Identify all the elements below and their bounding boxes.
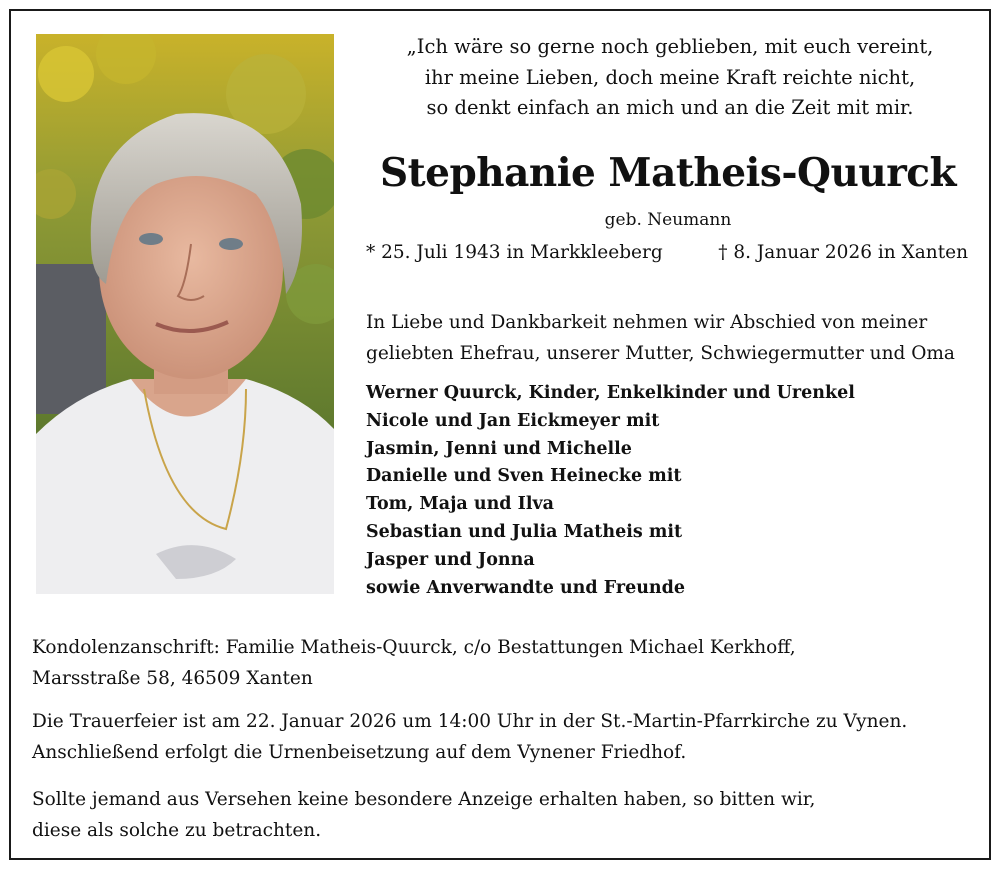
ceremony-line: Anschließend erfolgt die Urnenbeisetzung auf dem Vynener Friedhof. — [32, 742, 687, 763]
quote-line: so denkt einfach an mich und an die Zeit mit mir. — [426, 96, 914, 119]
condolence-address — [32, 632, 796, 694]
condolence-line: Marsstraße 58, 46509 Xanten — [32, 668, 313, 689]
farewell-intro — [366, 307, 955, 369]
mourner-line: Danielle und Sven Heinecke mit — [366, 466, 682, 487]
death-date: † 8. Januar 2026 in Xanten — [718, 242, 968, 263]
condolence-line: Kondolenzanschrift: Familie Matheis-Quurck, c/o Bestattungen Michael Kerkhoff, — [32, 637, 796, 658]
deceased-name: Stephanie Matheis-Quurck — [379, 150, 957, 196]
mourners-list — [366, 380, 855, 602]
maiden-name: geb. Neumann — [604, 210, 732, 230]
mourner-line: sowie Anverwandte und Freunde — [366, 577, 686, 598]
memorial-quote — [360, 32, 980, 124]
ceremony-line: Die Trauerfeier ist am 22. Januar 2026 um 14:00 Uhr in der St.-Martin-Pfarrkirche zu Vynen. — [32, 711, 908, 732]
mourner-line: Jasmin, Jenni und Michelle — [366, 438, 632, 459]
mourner-line: Jasper und Jonna — [366, 549, 535, 570]
mourner-line: Nicole und Jan Eickmeyer mit — [366, 410, 660, 431]
mourner-line: Tom, Maja und Ilva — [366, 494, 554, 515]
birth-date: * 25. Juli 1943 in Markkleeberg — [366, 242, 663, 263]
quote-line: ihr meine Lieben, doch meine Kraft reichte nicht, — [424, 65, 916, 89]
portrait-photo — [36, 34, 334, 594]
intro-line: geliebten Ehefrau, unserer Mutter, Schwiegermutter und Oma — [366, 343, 955, 364]
mourner-line: Werner Quurck, Kinder, Enkelkinder und Urenkel — [366, 383, 855, 403]
notice-line: Sollte jemand aus Versehen keine besondere Anzeige erhalten haben, so bitten wir, — [32, 789, 816, 810]
ceremony-info — [32, 706, 907, 768]
mourner-line: Sebastian und Julia Matheis mit — [366, 521, 683, 542]
quote-line: „Ich wäre so gerne noch geblieben, mit euch vereint, — [406, 35, 934, 58]
intro-line: In Liebe und Dankbarkeit nehmen wir Abschied von meiner — [366, 312, 928, 333]
notice-line: diese als solche zu betrachten. — [32, 820, 322, 841]
notice-text — [32, 784, 815, 846]
